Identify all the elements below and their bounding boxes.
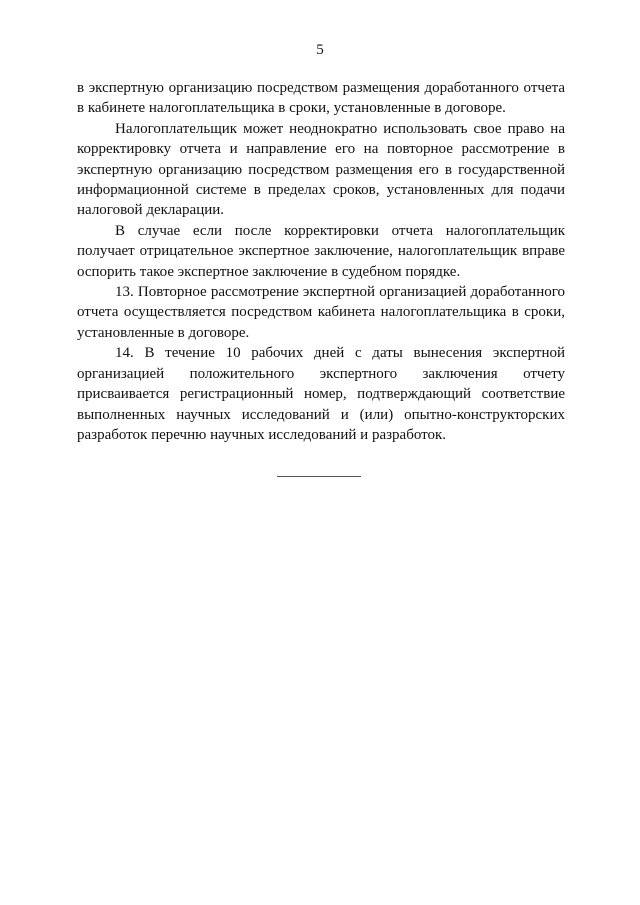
- paragraph-item-14: 14. В течение 10 рабочих дней с даты вынесения экспертной организацией положительного экспертного заключения отчету присваивается регистрационный номер, подтверждающий соответствие выполненных научных исследований и (или) опытно-конструкторских разработок перечню научных исследований и разработок.: [77, 345, 565, 443]
- paragraph-item-13: 13. Повторное рассмотрение экспертной организацией доработанного отчета осуществляется посредством кабинета налогоплательщика в сроки, установленные в договоре.: [77, 284, 565, 341]
- paragraph-continuation: в экспертную организацию посредством размещения доработанного отчета в кабинете налогоплательщика в сроки, установленные в договоре.: [77, 80, 565, 117]
- paragraph-negative-conclusion: В случае если после корректировки отчета налогоплательщик получает отрицательное экспертное заключение, налогоплательщик вправе оспорить такое экспертное заключение в судебном порядке.: [77, 222, 565, 280]
- page-number: 5: [316, 42, 324, 58]
- end-of-document-rule: [277, 476, 361, 477]
- paragraph-correction-right: Налогоплательщик может неоднократно использовать свое право на корректировку отчета и направление его на повторное рассмотрение в экспертную организацию посредством размещения его в государственной информационной системе в пределах сроков, установленных для подачи налоговой декларации.: [77, 120, 565, 219]
- document-body: [77, 78, 565, 445]
